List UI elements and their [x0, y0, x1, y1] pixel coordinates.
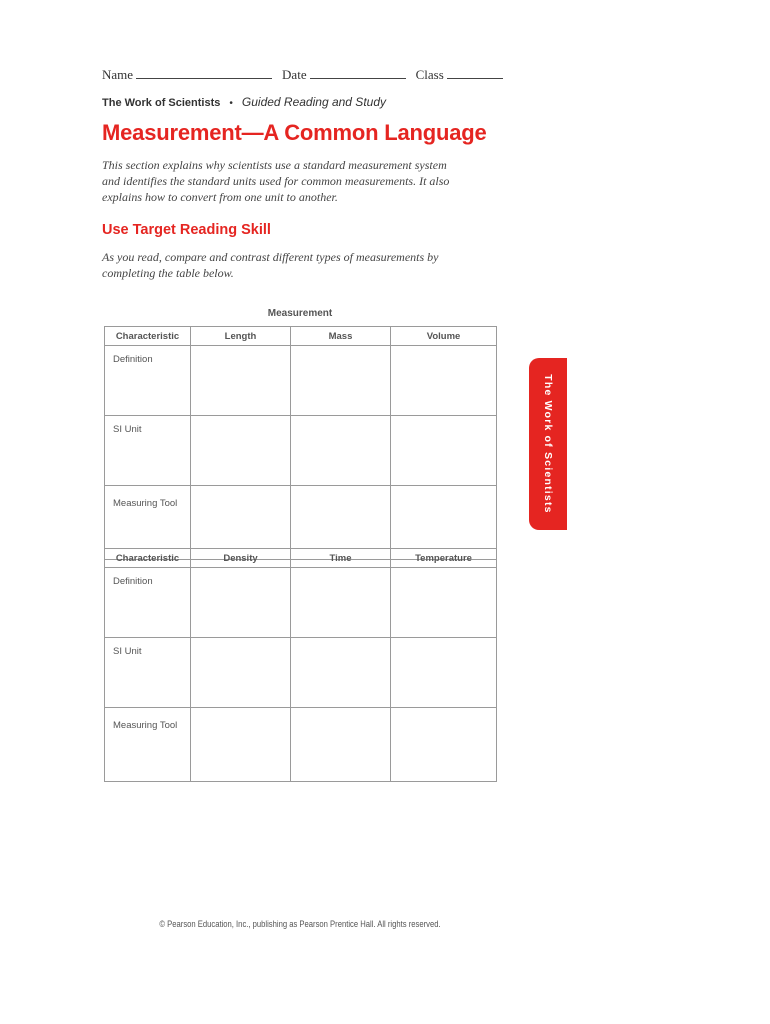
answer-cell[interactable]	[291, 568, 391, 638]
bullet-separator: •	[229, 98, 233, 109]
answer-cell[interactable]	[191, 346, 291, 416]
column-header: Characteristic	[105, 327, 191, 346]
date-label: Date	[282, 67, 307, 82]
answer-cell[interactable]	[291, 708, 391, 782]
copyright-notice: © Pearson Education, Inc., publishing as Pearson Prentice Hall. All rights reserved.	[159, 919, 441, 929]
answer-cell[interactable]	[291, 416, 391, 486]
answer-cell[interactable]	[191, 638, 291, 708]
name-blank[interactable]	[136, 66, 272, 79]
intro-paragraph: This section explains why scientists use a standard measurement system and identifies the standard units used for common measurements. It also explains how to convert from one unit to another.	[102, 158, 450, 204]
table-header-row	[105, 327, 497, 346]
column-header: Temperature	[391, 549, 497, 568]
column-header: Length	[191, 327, 291, 346]
table-row	[105, 416, 497, 486]
column-header: Mass	[291, 327, 391, 346]
column-header: Characteristic	[105, 549, 191, 568]
table-row	[105, 708, 497, 782]
answer-cell[interactable]	[391, 708, 497, 782]
column-header: Time	[291, 549, 391, 568]
answer-cell[interactable]	[391, 416, 497, 486]
name-label: Name	[102, 67, 134, 82]
answer-cell[interactable]	[191, 708, 291, 782]
answer-cell[interactable]	[291, 638, 391, 708]
answer-cell[interactable]	[191, 568, 291, 638]
book-subheader	[102, 95, 386, 109]
class-blank[interactable]	[447, 66, 503, 79]
answer-cell[interactable]	[391, 638, 497, 708]
measurement-table-1	[104, 326, 497, 560]
table-caption: Measurement	[267, 308, 333, 319]
page-title: Measurement—A Common Language	[102, 120, 487, 145]
instructions-paragraph: As you read, compare and contrast different types of measurements by completing the table below.	[102, 250, 439, 280]
student-info-line	[102, 66, 503, 83]
table-row	[105, 638, 497, 708]
table-row	[105, 346, 497, 416]
row-label: SI Unit	[105, 416, 191, 486]
answer-cell[interactable]	[391, 568, 497, 638]
row-label: Definition	[105, 568, 191, 638]
measurement-table-2	[104, 548, 497, 782]
row-label: SI Unit	[105, 638, 191, 708]
row-label: Definition	[105, 346, 191, 416]
section-heading: Use Target Reading Skill	[102, 222, 271, 238]
answer-cell[interactable]	[191, 416, 291, 486]
date-blank[interactable]	[310, 66, 406, 79]
answer-cell[interactable]	[291, 346, 391, 416]
side-tab-label: The Work of Scientists	[542, 374, 554, 514]
row-label: Measuring Tool	[105, 708, 191, 782]
table-header-row	[105, 549, 497, 568]
table-row	[105, 568, 497, 638]
column-header: Volume	[391, 327, 497, 346]
guide-title: Guided Reading and Study	[241, 95, 386, 109]
column-header: Density	[191, 549, 291, 568]
row-label: Measuring Tool	[105, 486, 191, 560]
book-title: The Work of Scientists	[102, 97, 221, 109]
chapter-side-tab	[529, 358, 567, 530]
answer-cell[interactable]	[391, 346, 497, 416]
class-label: Class	[415, 67, 444, 82]
